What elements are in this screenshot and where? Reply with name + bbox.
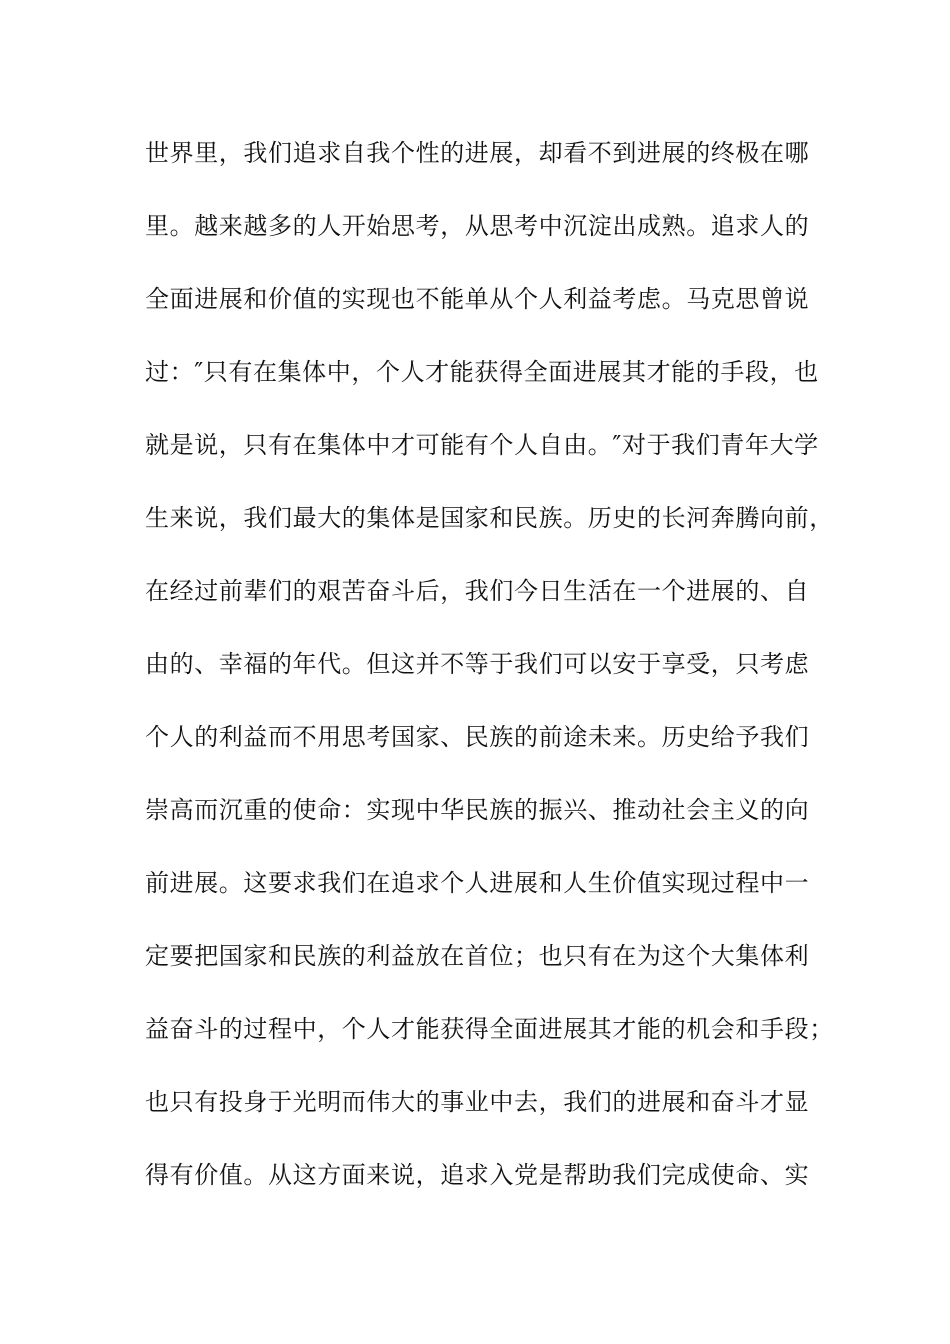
text-line: 世界里，我们追求自我个性的进展，却看不到进展的终极在哪	[145, 139, 810, 167]
text-line: 益奋斗的过程中，个人才能获得全面进展其才能的机会和手段；	[145, 1015, 834, 1043]
text-line: 就是说，只有在集体中才可能有个人自由。″对于我们青年大学	[145, 431, 819, 459]
text-line: 个人的利益而不用思考国家、民族的前途未来。历史给予我们	[145, 723, 810, 751]
text-line: 在经过前辈们的艰苦奋斗后，我们今日生活在一个进展的、自	[145, 577, 810, 605]
text-line: 生来说，我们最大的集体是国家和民族。历史的长河奔腾向前，	[145, 504, 834, 532]
text-line: 前进展。这要求我们在追求个人进展和人生价值实现过程中一	[145, 869, 810, 897]
text-line: 里。越来越多的人开始思考，从思考中沉淀出成熟。追求人的	[145, 212, 810, 240]
text-line: 崇高而沉重的使命：实现中华民族的振兴、推动社会主义的向	[145, 796, 810, 824]
text-line: 也只有投身于光明而伟大的事业中去，我们的进展和奋斗才显	[145, 1088, 810, 1116]
text-line: 过：″只有在集体中，个人才能获得全面进展其才能的手段，也	[145, 358, 819, 386]
text-line: 定要把国家和民族的利益放在首位；也只有在为这个大集体利	[145, 942, 810, 970]
text-line: 全面进展和价值的实现也不能单从个人利益考虑。马克思曾说	[145, 285, 810, 313]
text-line: 得有价值。从这方面来说，追求入党是帮助我们完成使命、实	[145, 1161, 810, 1189]
text-line: 由的、幸福的年代。但这并不等于我们可以安于享受，只考虑	[145, 650, 810, 678]
